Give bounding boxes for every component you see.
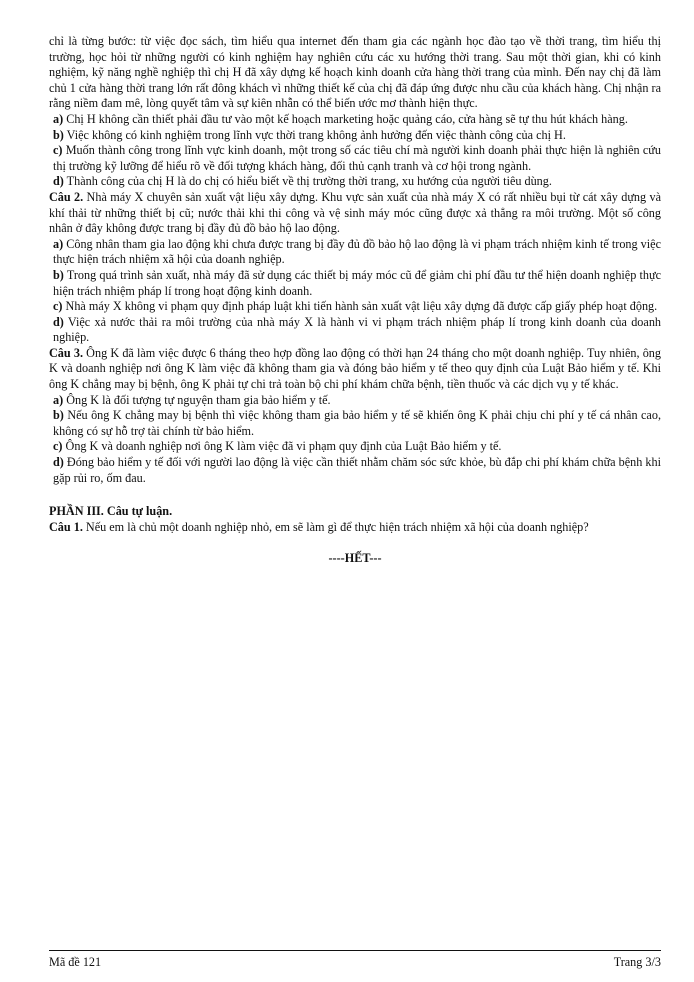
q1-option-d: [49, 174, 661, 190]
option-label: b): [53, 267, 64, 282]
option-text: Chị H không cần thiết phải đầu tư vào một kế hoạch marketing hoặc quảng cáo, cửa hàng sẽ tự thu hút khách hàng.: [63, 111, 628, 126]
option-label: c): [53, 143, 63, 158]
option-text: Thành công của chị H là do chị có hiểu biết về thị trường thời trang, xu hướng của người tiêu dùng.: [63, 174, 552, 189]
option-text: Việc xả nước thải ra môi trường của nhà máy X là hành vi vi phạm trách nhiệm pháp lí trong kinh doanh của doanh nghiệp.: [53, 314, 661, 345]
question-text: Ông K đã làm việc được 6 tháng theo hợp đồng lao động có thời hạn 24 tháng cho một doanh nghiệp. Tuy nhiên, ông K và doanh nghiệp nơi ông K làm việc đã không tham gia và đóng bảo hiểm y tế theo quy định của Luật Bảo hiểm y tế. Khi ông K chẳng may bị bệnh, ông K phải tự chi trả toàn bộ chi phí khám chữa bệnh, tiền thuốc và các dịch vụ y tế khác.: [49, 345, 661, 392]
option-text: Nếu ông K chẳng may bị bệnh thì việc không tham gia bảo hiểm y tế sẽ khiến ông K phải chịu chi phí y tế cá nhân cao, không có sự hỗ trợ tài chính từ bảo hiểm.: [53, 408, 661, 438]
section-spacer: [49, 486, 661, 504]
question-label: Câu 3.: [49, 345, 83, 360]
q1-option-a: [49, 112, 661, 128]
option-label: d): [53, 174, 64, 189]
end-marker: ----HẾT---: [328, 551, 382, 566]
page-footer: [49, 955, 661, 970]
option-text: Việc không có kinh nghiệm trong lĩnh vực thời trang không ảnh hưởng đến việc thành công của chị H.: [63, 127, 566, 142]
q3-option-d: [49, 455, 661, 486]
option-label: a): [53, 236, 64, 251]
option-text: Trong quá trình sản xuất, nhà máy đã sử dụng các thiết bị máy móc cũ để giảm chi phí đầu tư thể hiện doanh nghiệp thực hiện trách nhiệm pháp lí trong hoạt động kinh doanh.: [53, 267, 661, 298]
q3-option-c: [49, 439, 661, 455]
q1-option-c: [49, 143, 661, 174]
question-label: Câu 2.: [49, 189, 84, 204]
q3-option-a: [49, 393, 661, 409]
question-2: [49, 190, 661, 237]
exam-code: Mã đề 121: [49, 955, 102, 969]
question-label: Câu 1.: [49, 519, 83, 534]
q2-option-b: [49, 268, 661, 299]
end-spacer: [49, 535, 661, 551]
q3-option-b: [49, 408, 661, 439]
document-page: [49, 34, 661, 567]
q2-option-c: [49, 299, 661, 315]
essay-question-1: [49, 520, 661, 536]
option-text: Đóng bảo hiểm y tế đối với người lao động là việc cần thiết nhằm chăm sóc sức khỏe, bù đắp chi phí khám chữa bệnh khi gặp rủi ro, ốm đau.: [53, 455, 661, 485]
page-number: Trang 3/3: [613, 955, 661, 969]
option-label: b): [53, 408, 64, 423]
option-label: c): [53, 439, 63, 454]
footer-divider: [49, 950, 661, 951]
option-text: Muốn thành công trong lĩnh vực kinh doanh, một trong số các tiêu chí mà người kinh doanh phải thực hiện là nghiên cứu thị trường kỹ lưỡng để hiểu rõ về đối tượng khách hàng, đối thủ cạnh tranh và cơ hội trong ngành.: [53, 143, 661, 173]
question-3: [49, 346, 661, 393]
option-label: a): [53, 111, 64, 126]
case-intro-paragraph: chỉ là từng bước: từ việc đọc sách, tìm hiểu qua internet đến tham gia các ngành học đào tạo về thời trang, tìm hiểu thị trường, học hỏi từ những người có kinh nghiệm hay nghiên cứu các xu hướng thời trang. Sau một thời gian, khi có kinh nghiệm, kỹ năng nghề nghiệp thì chị H đã xây dựng kế hoạch kinh doanh cửa hàng thời trang của mình. Đến nay chị đã làm chủ 1 cửa hàng thời trang lớn rất đông khách vì những thiết kế của chị đã đáp ứng được nhu cầu của khách hàng. Chị nhận ra rằng niềm đam mê, lòng quyết tâm và sự kiên nhẫn có thể biến ước mơ thành hiện thực.: [49, 34, 661, 111]
option-text: Ông K là đối tượng tự nguyện tham gia bảo hiểm y tế.: [63, 392, 331, 407]
q2-option-a: [49, 237, 661, 268]
part-3-heading: PHẦN III. Câu tự luận.: [49, 504, 173, 519]
q2-option-d: [49, 315, 661, 346]
option-label: d): [53, 314, 64, 329]
option-text: Nhà máy X không vi phạm quy định pháp luật khi tiến hành sản xuất vật liệu xây dựng đã được cấp giấy phép hoạt động.: [62, 299, 658, 314]
option-label: d): [53, 455, 64, 470]
option-label: b): [53, 127, 64, 142]
option-text: Công nhân tham gia lao động khi chưa được trang bị đầy đủ đồ bảo hộ lao động là vi phạm trách nhiệm kinh tế trong việc thực hiện trách nhiệm xã hội của doanh nghiệp.: [53, 236, 661, 267]
option-label: c): [53, 299, 63, 314]
question-text: Nhà máy X chuyên sản xuất vật liệu xây dựng. Khu vực sản xuất của nhà máy X có rất nhiều bụi từ cát xây dựng và khí thải từ những thiết bị cũ; nước thải khi thi công và vệ sinh máy móc cũng được xả thẳng ra môi trường. Một số công nhân ở đây không được trang bị đầy đủ đồ bảo hộ lao động.: [49, 189, 661, 236]
question-text: Nếu em là chủ một doanh nghiệp nhỏ, em sẽ làm gì để thực hiện trách nhiệm xã hội của doanh nghiệp?: [82, 519, 589, 534]
q1-option-b: [49, 128, 661, 144]
option-label: a): [53, 392, 64, 407]
option-text: Ông K và doanh nghiệp nơi ông K làm việc đã vi phạm quy định của Luật Bảo hiểm y tế.: [62, 439, 502, 454]
